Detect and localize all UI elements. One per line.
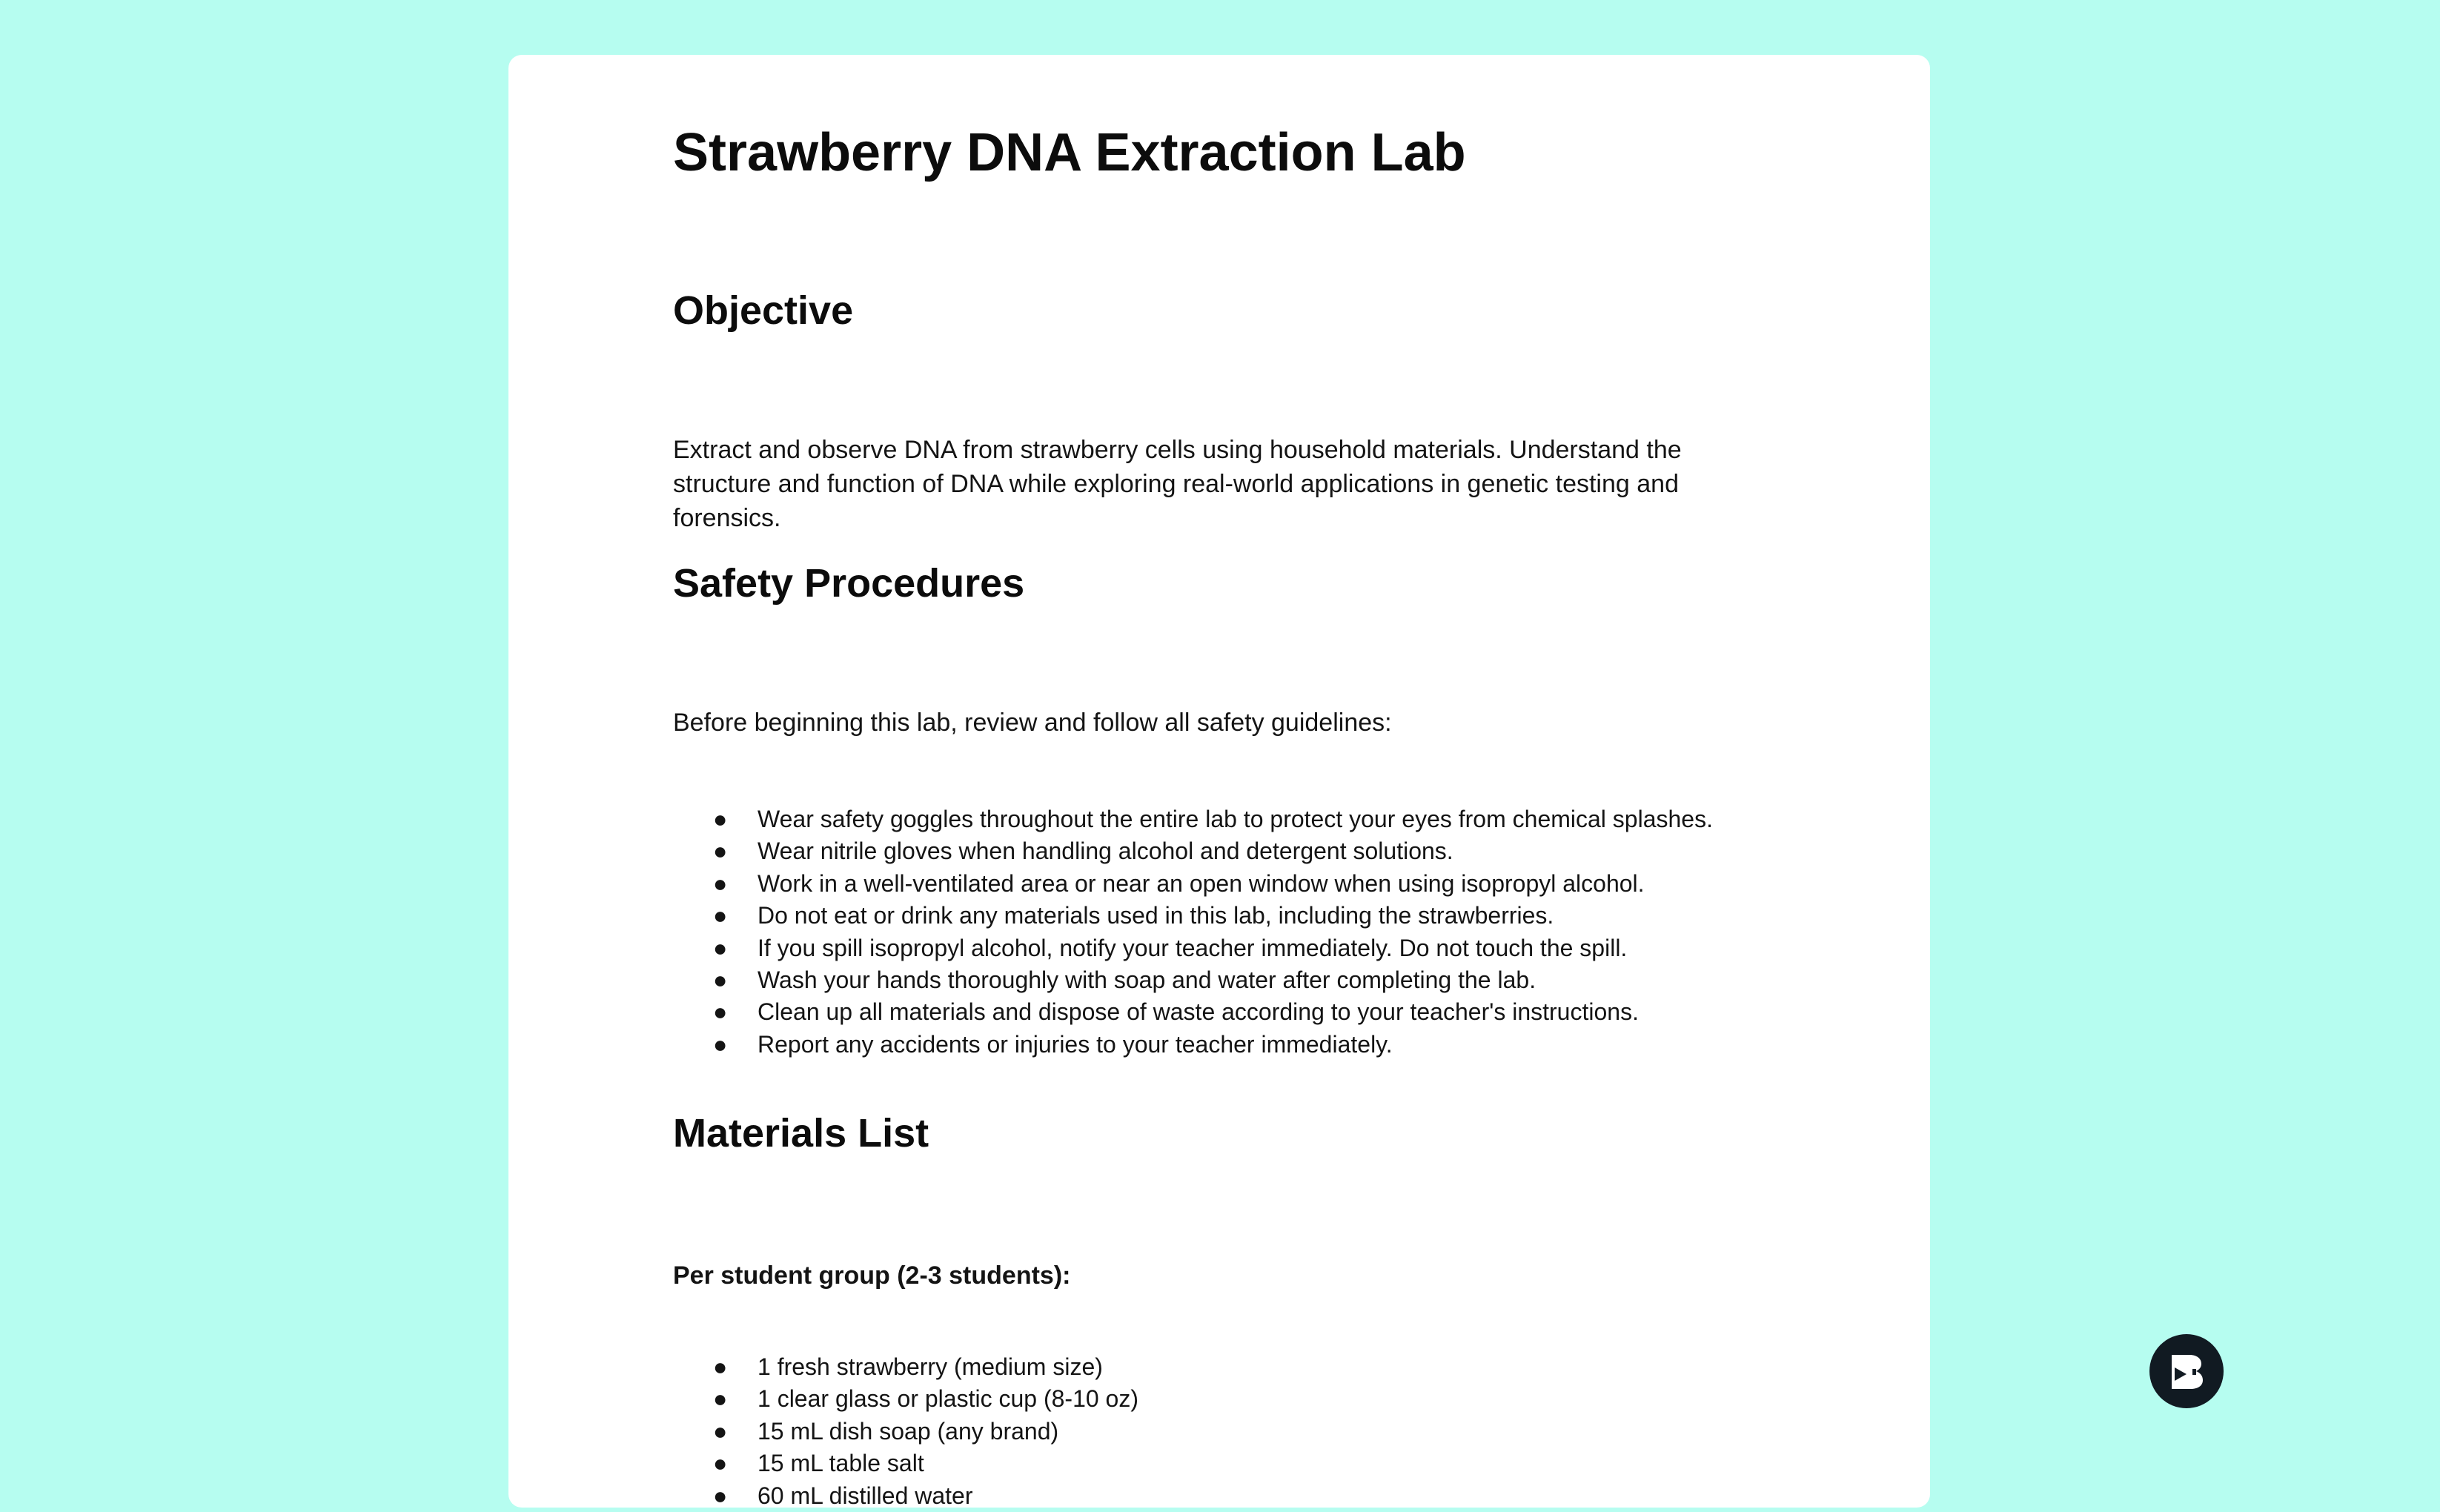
bullet-icon: ● (713, 838, 728, 865)
brand-fab-button[interactable] (2149, 1334, 2224, 1408)
page-title: Strawberry DNA Extraction Lab (673, 123, 1466, 182)
list-item: ● 1 clear glass or plastic cup (8-10 oz) (673, 1383, 1138, 1415)
document-page (508, 55, 1930, 1508)
bullet-icon: ● (713, 1385, 728, 1413)
safety-list (673, 803, 1713, 1061)
safety-intro: Before beginning this lab, review and follow all safety guidelines: (673, 709, 1392, 737)
list-item: ● Report any accidents or injuries to your teacher immediately. (673, 1029, 1713, 1061)
objective-text: Extract and observe DNA from strawberry cells using household materials. Understand the structure and function of DNA while exploring real-world applications in genetic testing and forensics. (673, 436, 1682, 532)
safety-heading: Safety Procedures (673, 561, 1025, 606)
list-item: ● If you spill isopropyl alcohol, notify your teacher immediately. Do not touch the spill. (673, 932, 1713, 964)
materials-heading: Materials List (673, 1111, 929, 1155)
bullet-icon: ● (713, 934, 728, 961)
list-item: ● Wear safety goggles throughout the entire lab to protect your eyes from chemical splashes. (673, 803, 1713, 835)
materials-group-label: Per student group (2-3 students): (673, 1261, 1071, 1290)
bullet-icon: ● (713, 1417, 728, 1445)
bullet-icon: ● (713, 869, 728, 897)
bullet-icon: ● (713, 806, 728, 832)
list-item: ● Wear nitrile gloves when handling alcohol and detergent solutions. (673, 835, 1713, 867)
list-item: ● Work in a well-ventilated area or near an open window when using isopropyl alcohol. (673, 868, 1713, 900)
brand-b-logo-icon (2167, 1352, 2206, 1390)
list-item: ● Wash your hands thoroughly with soap and water after completing the lab. (673, 964, 1713, 996)
list-item: ● 1 fresh strawberry (medium size) (673, 1351, 1138, 1383)
bullet-icon: ● (713, 1482, 728, 1509)
bullet-icon: ● (713, 1030, 728, 1058)
materials-list (673, 1351, 1138, 1512)
list-item: ● 60 mL distilled water (673, 1480, 1138, 1512)
bullet-icon: ● (713, 998, 728, 1026)
list-item: ● Clean up all materials and dispose of waste according to your teacher's instructions. (673, 996, 1713, 1028)
bullet-icon: ● (713, 1450, 728, 1477)
bullet-icon: ● (713, 1353, 728, 1380)
objective-heading: Objective (673, 288, 854, 333)
list-item: ● Do not eat or drink any materials used in this lab, including the strawberries. (673, 900, 1713, 932)
bullet-icon: ● (713, 902, 728, 929)
bullet-icon: ● (713, 966, 728, 994)
list-item: ● 15 mL dish soap (any brand) (673, 1416, 1138, 1448)
list-item: ● 15 mL table salt (673, 1448, 1138, 1479)
